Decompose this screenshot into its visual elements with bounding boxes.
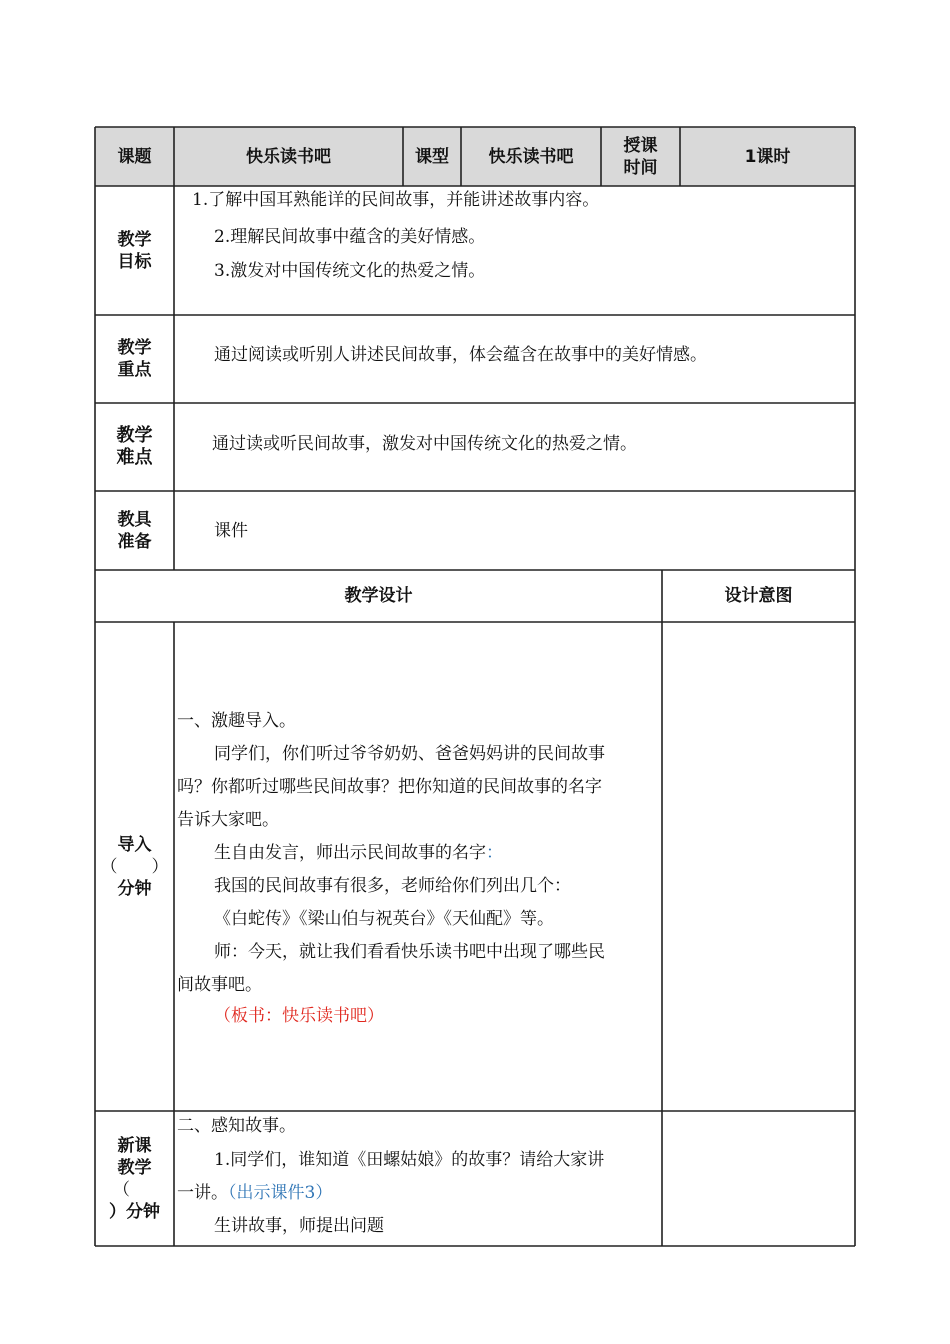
difficulties-text: 通过读或听民间故事，激发对中国传统文化的热爱之情。 [212, 434, 637, 454]
intro-free-speech: 生自由发言，师出示民间故事的名字 [214, 843, 486, 863]
intent-header: 设计意图 [724, 586, 793, 606]
intro-label-line1: 导入 [117, 834, 152, 855]
newlesson-label-line4: ）分钟 [109, 1201, 160, 1222]
keypoints-label-line1: 教学 [117, 338, 152, 358]
time-label [601, 127, 680, 186]
type-label: 课型 [415, 146, 449, 167]
keypoints-text: 通过阅读或听别人讲述民间故事，体会蕴含在故事中的美好情感。 [214, 345, 707, 365]
subject-label: 课题 [117, 146, 152, 167]
newlesson-label-line2: 教学 [117, 1157, 152, 1178]
materials-label-line2: 准备 [117, 531, 152, 552]
difficulties-label-line2: 难点 [116, 447, 153, 468]
newlesson-paragraph-line: 1.同学们，谁知道《田螺姑娘》的故事？请给大家讲 [214, 1150, 605, 1170]
newlesson-label-line1: 新课 [117, 1135, 152, 1156]
materials-text: 课件 [214, 521, 248, 541]
objectives-label [95, 186, 174, 315]
objective-item-1: 1.了解中国耳熟能详的民间故事，并能讲述故事内容。 [192, 190, 600, 210]
newlesson-tell: 一讲。 [177, 1183, 228, 1203]
time-value: 1课时 [744, 146, 791, 167]
intro-paragraph-line [214, 837, 503, 870]
newlesson-heading: 二、感知故事。 [177, 1116, 296, 1136]
subject-value: 快乐读书吧 [246, 146, 331, 167]
intro-paragraph-line: 师：今天，就让我们看看快乐读书吧中出现了哪些民 [214, 942, 605, 962]
intro-label-line2: （ ） [100, 856, 169, 877]
newlesson-paragraph-line [177, 1177, 332, 1210]
intro-heading: 一、激趣导入。 [177, 711, 296, 731]
intro-colon: ： [486, 843, 503, 863]
newlesson-label [95, 1111, 174, 1246]
objective-item-2: 2.理解民间故事中蕴含的美好情感。 [214, 227, 486, 247]
newlesson-courseware-note: （出示课件3） [228, 1183, 333, 1203]
newlesson-paragraph-line: 生讲故事，师提出问题 [214, 1216, 384, 1236]
keypoints-label-line2: 重点 [117, 360, 152, 380]
intro-paragraph-line: 吗？你都听过哪些民间故事？把你知道的民间故事的名字 [177, 777, 602, 797]
intro-label [95, 622, 174, 1111]
intro-board-note: （板书：快乐读书吧） [214, 1006, 384, 1026]
materials-label [95, 491, 174, 570]
difficulties-label-line1: 教学 [116, 425, 153, 446]
intro-paragraph-line: 间故事吧。 [177, 975, 262, 995]
keypoints-label [95, 315, 174, 403]
type-value: 快乐读书吧 [488, 146, 574, 167]
intro-paragraph-line: 我国的民间故事有很多，老师给你们列出几个： [214, 876, 571, 896]
newlesson-label-line3: （ [113, 1179, 130, 1200]
objectives-label-line1: 教学 [117, 229, 152, 250]
time-label-line1: 授课 [623, 135, 658, 156]
intro-label-line3: 分钟 [117, 878, 152, 899]
difficulties-label [95, 403, 174, 491]
intro-story-list: 《白蛇传》《梁山伯与祝英台》《天仙配》等。 [214, 909, 554, 929]
intro-paragraph-line: 同学们，你们听过爷爷奶奶、爸爸妈妈讲的民间故事 [214, 744, 605, 764]
objective-item-3: 3.激发对中国传统文化的热爱之情。 [214, 261, 486, 281]
design-header: 教学设计 [344, 586, 413, 606]
intro-paragraph-line: 告诉大家吧。 [177, 810, 279, 830]
materials-label-line1: 教具 [117, 509, 152, 530]
time-label-line2: 时间 [623, 157, 658, 178]
objectives-label-line2: 目标 [117, 251, 152, 272]
